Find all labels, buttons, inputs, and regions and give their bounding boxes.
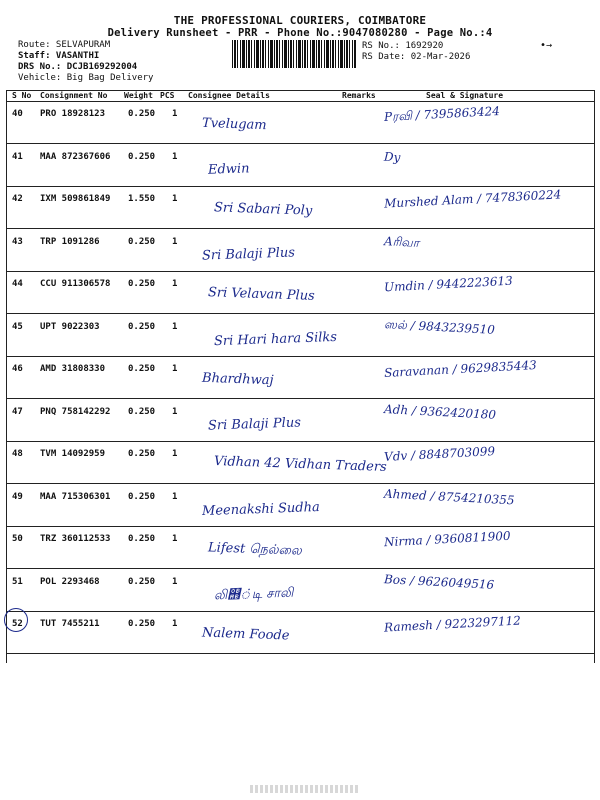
col-sno: S No <box>12 91 32 100</box>
table-header <box>6 90 594 101</box>
row-pcs: 1 <box>172 279 178 289</box>
consignee-signature: Sri Balaji Plus <box>207 414 302 434</box>
col-remarks: Remarks <box>342 91 376 100</box>
seal-signature: Vdv / 8848703099 <box>383 444 496 464</box>
table-row <box>6 611 594 653</box>
row-consignment: AMD 31808330 <box>40 364 106 374</box>
col-weight: Weight <box>124 91 153 100</box>
row-pcs: 1 <box>172 364 178 374</box>
seal-signature: Murshed Alam / 7478360224 <box>383 187 562 211</box>
table-row <box>6 101 594 143</box>
pen-mark: •→ <box>540 40 553 51</box>
row-sno: 47 <box>12 406 23 417</box>
seal-signature: Ramesh / 9223297112 <box>383 613 522 635</box>
consignee-signature: Tvelugam <box>201 115 267 134</box>
table-row <box>6 441 594 483</box>
row-pcs: 1 <box>172 236 178 247</box>
row-pcs: 1 <box>172 151 178 162</box>
table-row <box>6 229 594 271</box>
route-label: Route: SELVAPURAM <box>18 40 111 50</box>
row-consignment: PNQ 758142292 <box>40 406 111 417</box>
table-row <box>6 484 594 526</box>
row-weight: 0.250 <box>128 321 156 332</box>
runsheet-title: THE PROFESSIONAL COURIERS, COIMBATORE <box>173 14 427 27</box>
row-weight: 0.250 <box>128 364 156 374</box>
row-sno: 52 <box>12 619 23 629</box>
seal-signature: Bos / 9626049516 <box>383 571 495 592</box>
row-sno: 41 <box>12 151 23 162</box>
seal-signature: Adh / 9362420180 <box>383 401 497 422</box>
row-sno: 40 <box>12 109 23 119</box>
row-sno: 51 <box>12 576 23 587</box>
col-consignee: Consignee Details <box>188 91 270 100</box>
row-sno: 50 <box>12 534 23 544</box>
row-consignment: MAA 872367606 <box>40 151 111 162</box>
row-consignment: POL 2293468 <box>40 576 100 587</box>
row-weight: 0.250 <box>128 449 156 459</box>
table-row <box>6 271 594 313</box>
rs-number: RS No.: 1692920 <box>362 41 444 51</box>
row-divider <box>6 653 594 654</box>
consignee-signature: Sri Hari hara Silks <box>213 329 338 349</box>
row-pcs: 1 <box>172 449 178 459</box>
consignee-signature: Vidhan 42 Vidhan Traders <box>213 453 387 476</box>
row-consignment: TRZ 360112533 <box>40 534 111 544</box>
seal-signature: ஸல் / 9843239510 <box>383 316 496 337</box>
row-weight: 0.250 <box>128 236 156 247</box>
runsheet-meta-right <box>362 41 470 63</box>
footer-faded-text <box>250 785 360 793</box>
row-pcs: 1 <box>172 109 178 119</box>
row-sno: 48 <box>12 449 23 459</box>
row-weight: 0.250 <box>128 534 156 544</box>
table-row <box>6 314 594 356</box>
row-consignment: MAA 715306301 <box>40 491 111 502</box>
runsheet-meta-left <box>18 40 153 84</box>
row-consignment: PRO 18928123 <box>40 109 106 119</box>
seal-signature: Ahmed / 8754210355 <box>383 486 515 507</box>
consignee-signature: Sri Sabari Poly <box>213 200 313 219</box>
row-consignment: TRP 1091286 <box>40 236 100 247</box>
col-consignment: Consignment No <box>40 91 108 100</box>
table-row <box>6 356 594 398</box>
row-consignment: IXM 509861849 <box>40 194 111 204</box>
initial-mark <box>4 608 28 632</box>
table-row <box>6 186 594 228</box>
row-sno: 42 <box>12 194 23 204</box>
consignee-signature: Lifest நெல்லை <box>207 540 302 559</box>
row-sno: 49 <box>12 491 23 502</box>
row-weight: 0.250 <box>128 279 156 289</box>
row-weight: 0.250 <box>128 151 156 162</box>
col-pcs: PCS <box>160 91 175 100</box>
seal-signature: Aரிவா <box>383 233 420 250</box>
row-sno: 43 <box>12 236 23 247</box>
seal-signature: Nirma / 9360811900 <box>383 528 511 550</box>
row-sno: 46 <box>12 364 23 374</box>
consignee-signature: Sri Velavan Plus <box>207 285 315 304</box>
row-pcs: 1 <box>172 534 178 544</box>
consignee-signature: Meenakshi Sudha <box>201 499 320 519</box>
row-weight: 0.250 <box>128 491 156 502</box>
barcode <box>232 40 356 68</box>
row-consignment: TUT 7455211 <box>40 619 100 629</box>
row-consignment: CCU 911306578 <box>40 279 111 289</box>
rule <box>594 90 595 663</box>
row-weight: 0.250 <box>128 406 156 417</box>
table-row <box>6 569 594 611</box>
row-weight: 0.250 <box>128 619 156 629</box>
rs-date: RS Date: 02-Mar-2026 <box>362 52 471 62</box>
row-pcs: 1 <box>172 321 178 332</box>
seal-signature: Saravanan / 9629835443 <box>383 358 538 380</box>
table-row <box>6 144 594 186</box>
row-pcs: 1 <box>172 619 178 629</box>
consignee-signature: Edwin <box>207 160 250 178</box>
seal-signature: Dy <box>383 149 401 164</box>
row-pcs: 1 <box>172 576 178 587</box>
row-weight: 0.250 <box>128 576 156 587</box>
row-pcs: 1 <box>172 406 178 417</box>
consignee-signature: Nalem Foode <box>201 625 290 644</box>
consignee-signature: Bhardhwaj <box>201 370 274 389</box>
table-row <box>6 399 594 441</box>
runsheet-subtitle: Delivery Runsheet - PRR - Phone No.:9047080280 - Page No.:4 <box>107 27 493 39</box>
row-weight: 1.550 <box>128 194 156 204</box>
row-pcs: 1 <box>172 194 178 204</box>
row-sno: 45 <box>12 321 23 332</box>
consignee-signature: லி஫்டி சாலி <box>213 585 294 603</box>
table-row <box>6 526 594 568</box>
seal-signature: Umdin / 9442223613 <box>383 273 514 295</box>
row-consignment: UPT 9022303 <box>40 321 100 332</box>
row-weight: 0.250 <box>128 109 156 119</box>
vehicle-label: Vehicle: Big Bag Delivery <box>18 73 154 83</box>
drs-number: DRS No.: DCJB169292004 <box>18 62 138 72</box>
consignee-signature: Sri Balaji Plus <box>201 244 296 264</box>
row-consignment: TVM 14092959 <box>40 449 106 459</box>
col-seal: Seal & Signature <box>426 91 504 100</box>
row-sno: 44 <box>12 279 23 289</box>
seal-signature: Pரவி / 7395863424 <box>383 103 501 125</box>
staff-label: Staff: VASANTHI <box>18 51 100 61</box>
row-pcs: 1 <box>172 491 178 502</box>
rule <box>6 90 594 91</box>
